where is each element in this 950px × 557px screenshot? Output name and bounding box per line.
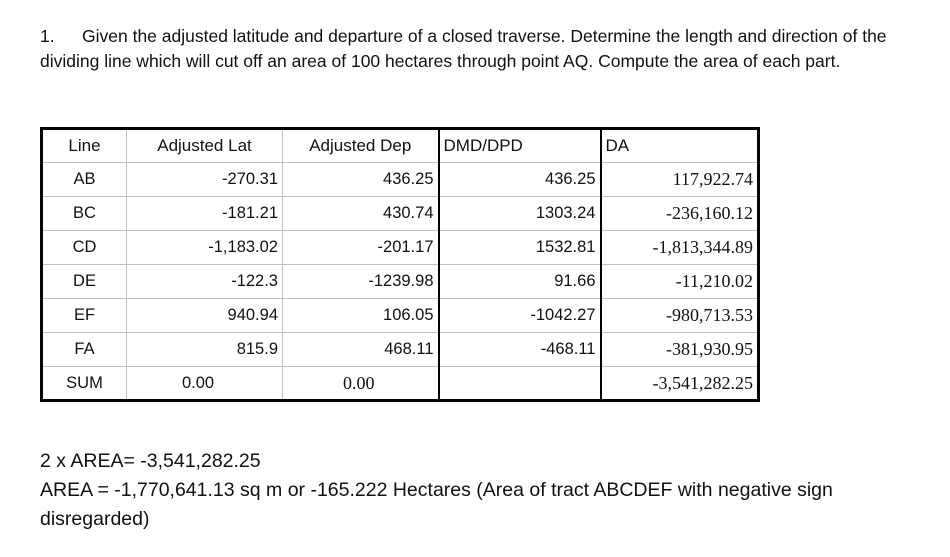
cell-da: -1,813,344.89 (601, 231, 759, 265)
question-number: 1. (40, 26, 55, 46)
cell-sum-lat: 0.00 (127, 367, 283, 401)
table-row (42, 299, 759, 333)
table-row (42, 231, 759, 265)
cell-da: -381,930.95 (601, 333, 759, 367)
cell-line: EF (42, 299, 127, 333)
cell-line: CD (42, 231, 127, 265)
cell-line: DE (42, 265, 127, 299)
question-body: Given the adjusted latitude and departure of a closed traverse. Determine the length and direction of the dividing line which will cut off an area of 100 hectares through point AQ. Compute the area of each part. (40, 26, 887, 71)
header-line: Line (42, 129, 127, 163)
header-adjusted-lat: Adjusted Lat (127, 129, 283, 163)
cell-da: 117,922.74 (601, 163, 759, 197)
header-da: DA (601, 129, 759, 163)
cell-adjusted-dep: 106.05 (283, 299, 439, 333)
table-sum-row (42, 367, 759, 401)
cell-adjusted-lat: -1,183.02 (127, 231, 283, 265)
cell-dmd: 91.66 (439, 265, 601, 299)
cell-dmd: 436.25 (439, 163, 601, 197)
cell-dmd: 1532.81 (439, 231, 601, 265)
cell-sum-label: SUM (42, 367, 127, 401)
table-header-row (42, 129, 759, 163)
cell-dmd: -468.11 (439, 333, 601, 367)
area-result-line: AREA = -1,770,641.13 sq m or -165.222 Hectares (Area of tract ABCDEF with negative sign disregarded) (40, 479, 833, 530)
answer-block (40, 447, 920, 534)
cell-dmd: 1303.24 (439, 197, 601, 231)
cell-da: -236,160.12 (601, 197, 759, 231)
cell-da: -11,210.02 (601, 265, 759, 299)
cell-adjusted-dep: -201.17 (283, 231, 439, 265)
cell-adjusted-lat: -270.31 (127, 163, 283, 197)
cell-adjusted-dep: 430.74 (283, 197, 439, 231)
traverse-table (40, 127, 760, 402)
table-row (42, 265, 759, 299)
cell-adjusted-dep: 436.25 (283, 163, 439, 197)
cell-adjusted-dep: -1239.98 (283, 265, 439, 299)
cell-adjusted-dep: 468.11 (283, 333, 439, 367)
cell-sum-da: -3,541,282.25 (601, 367, 759, 401)
cell-line: FA (42, 333, 127, 367)
cell-adjusted-lat: 940.94 (127, 299, 283, 333)
cell-adjusted-lat: -181.21 (127, 197, 283, 231)
cell-adjusted-lat: -122.3 (127, 265, 283, 299)
cell-da: -980,713.53 (601, 299, 759, 333)
cell-adjusted-lat: 815.9 (127, 333, 283, 367)
cell-dmd: -1042.27 (439, 299, 601, 333)
cell-sum-dmd (439, 367, 601, 401)
table-row (42, 163, 759, 197)
question-text (40, 24, 910, 74)
cell-line: AB (42, 163, 127, 197)
header-adjusted-dep: Adjusted Dep (283, 129, 439, 163)
table-row (42, 197, 759, 231)
table-row (42, 333, 759, 367)
cell-line: BC (42, 197, 127, 231)
cell-sum-dep: 0.00 (283, 367, 439, 401)
header-dmd-dpd: DMD/DPD (439, 129, 601, 163)
double-area-line: 2 x AREA= -3,541,282.25 (40, 450, 261, 472)
